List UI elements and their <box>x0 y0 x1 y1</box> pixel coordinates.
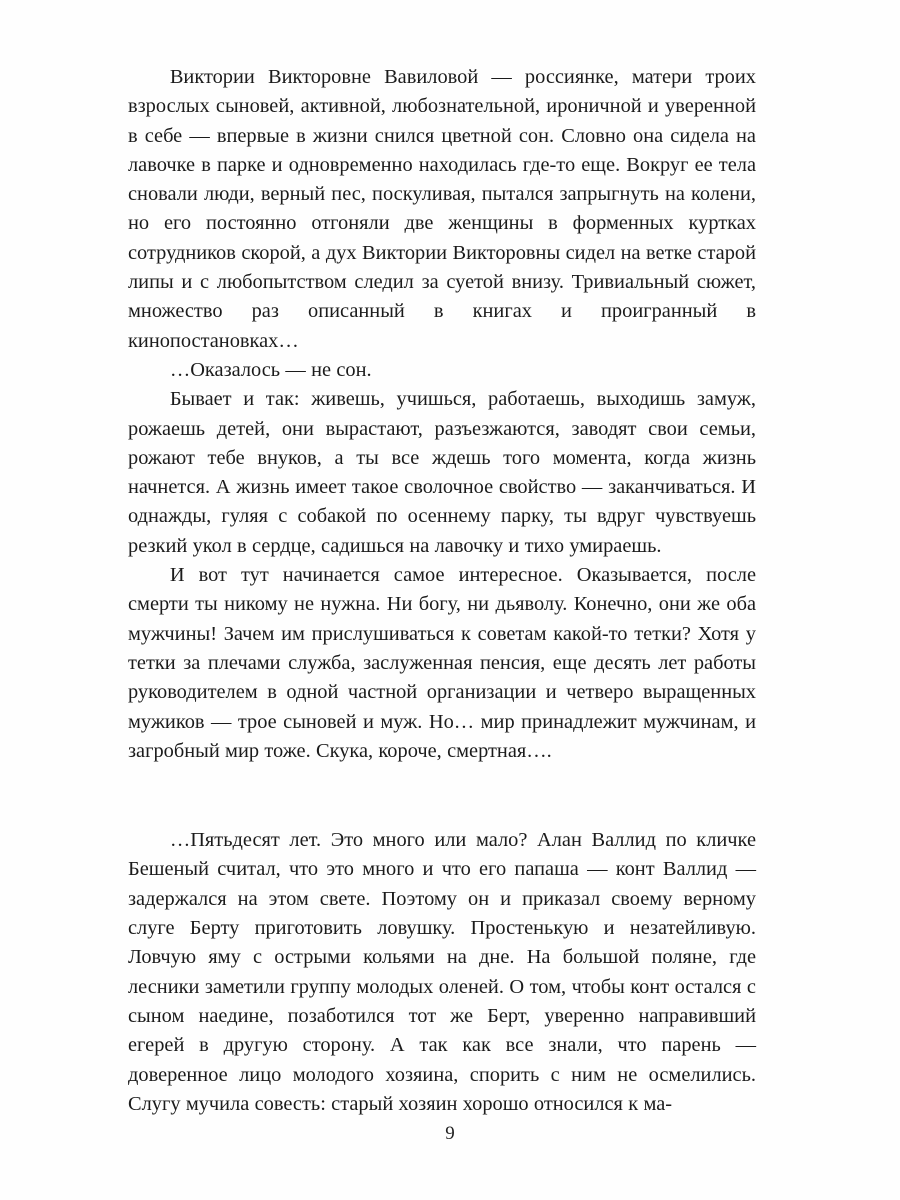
paragraph: Бывает и так: живешь, учишься, работаешь, выходишь замуж, рожаешь детей, они вырастают, разъезжаются, заводят свои семьи, рожают тебе внуков, а ты все ждешь того момента, когда жизнь начнется. А жизнь имеет такое сволочное свойство — заканчиваться. И однажды, гуляя с собакой по осеннему парку, ты вдруг чувствуешь резкий укол в сердце, садишься на лавочку и тихо умираешь. <box>128 388 756 557</box>
paragraph: И вот тут начинается самое интересное. Оказывается, после смерти ты никому не нужна. Ни богу, ни дьяволу. Конечно, они же оба мужчины! Зачем им прислушиваться к советам какой-то тетки? Хотя у тетки за плечами служба, заслуженная пенсия, еще десять лет работы руководителем в одной частной организации и четверо выращенных мужиков — трое сыновей и муж. Но… мир принадлежит мужчинам, и загробный мир тоже. Скука, короче, смертная…. <box>128 564 756 762</box>
page-number: 9 <box>445 1123 455 1144</box>
page-text-block <box>128 63 756 1119</box>
paragraph: …Пятьдесят лет. Это много или мало? Алан Валлид по кличке Бешеный считал, что это много и что его папаша — конт Валлид — задержался на этом свете. Поэтому он и приказал своему верному слуге Берту приготовить ловушку. Простенькую и незатейливую. Ловчую яму с острыми кольями на дне. На большой поляне, где лесники заметили группу молодых оленей. О том, чтобы конт остался с сыном наедине, позаботился тот же Берт, уверенно направивший егерей в другую сторону. А так как все знали, что парень — доверенное лицо молодого хозяина, спорить с ним не осмелились. Слугу мучила совесть: старый хозяин хорошо относился к ма- <box>128 829 756 1115</box>
paragraph: Виктории Викторовне Вавиловой — россиянке, матери троих взрослых сыновей, активной, любознательной, ироничной и уверенной в себе — впервые в жизни снился цветной сон. Словно она сидела на лавочке в парке и одновременно находилась где-то еще. Вокруг ее тела сновали люди, верный пес, поскуливая, пытался запрыгнуть на колени, но его постоянно отгоняли две женщины в форменных куртках сотрудников скорой, а дух Виктории Викторовны сидел на ветке старой липы и с любопытством следил за суетой внизу. Тривиальный сюжет, множество раз описанный в книгах и проигранный в кинопостановках… <box>128 66 756 352</box>
section-break <box>128 766 756 826</box>
paragraph: …Оказалось — не сон. <box>169 358 372 381</box>
